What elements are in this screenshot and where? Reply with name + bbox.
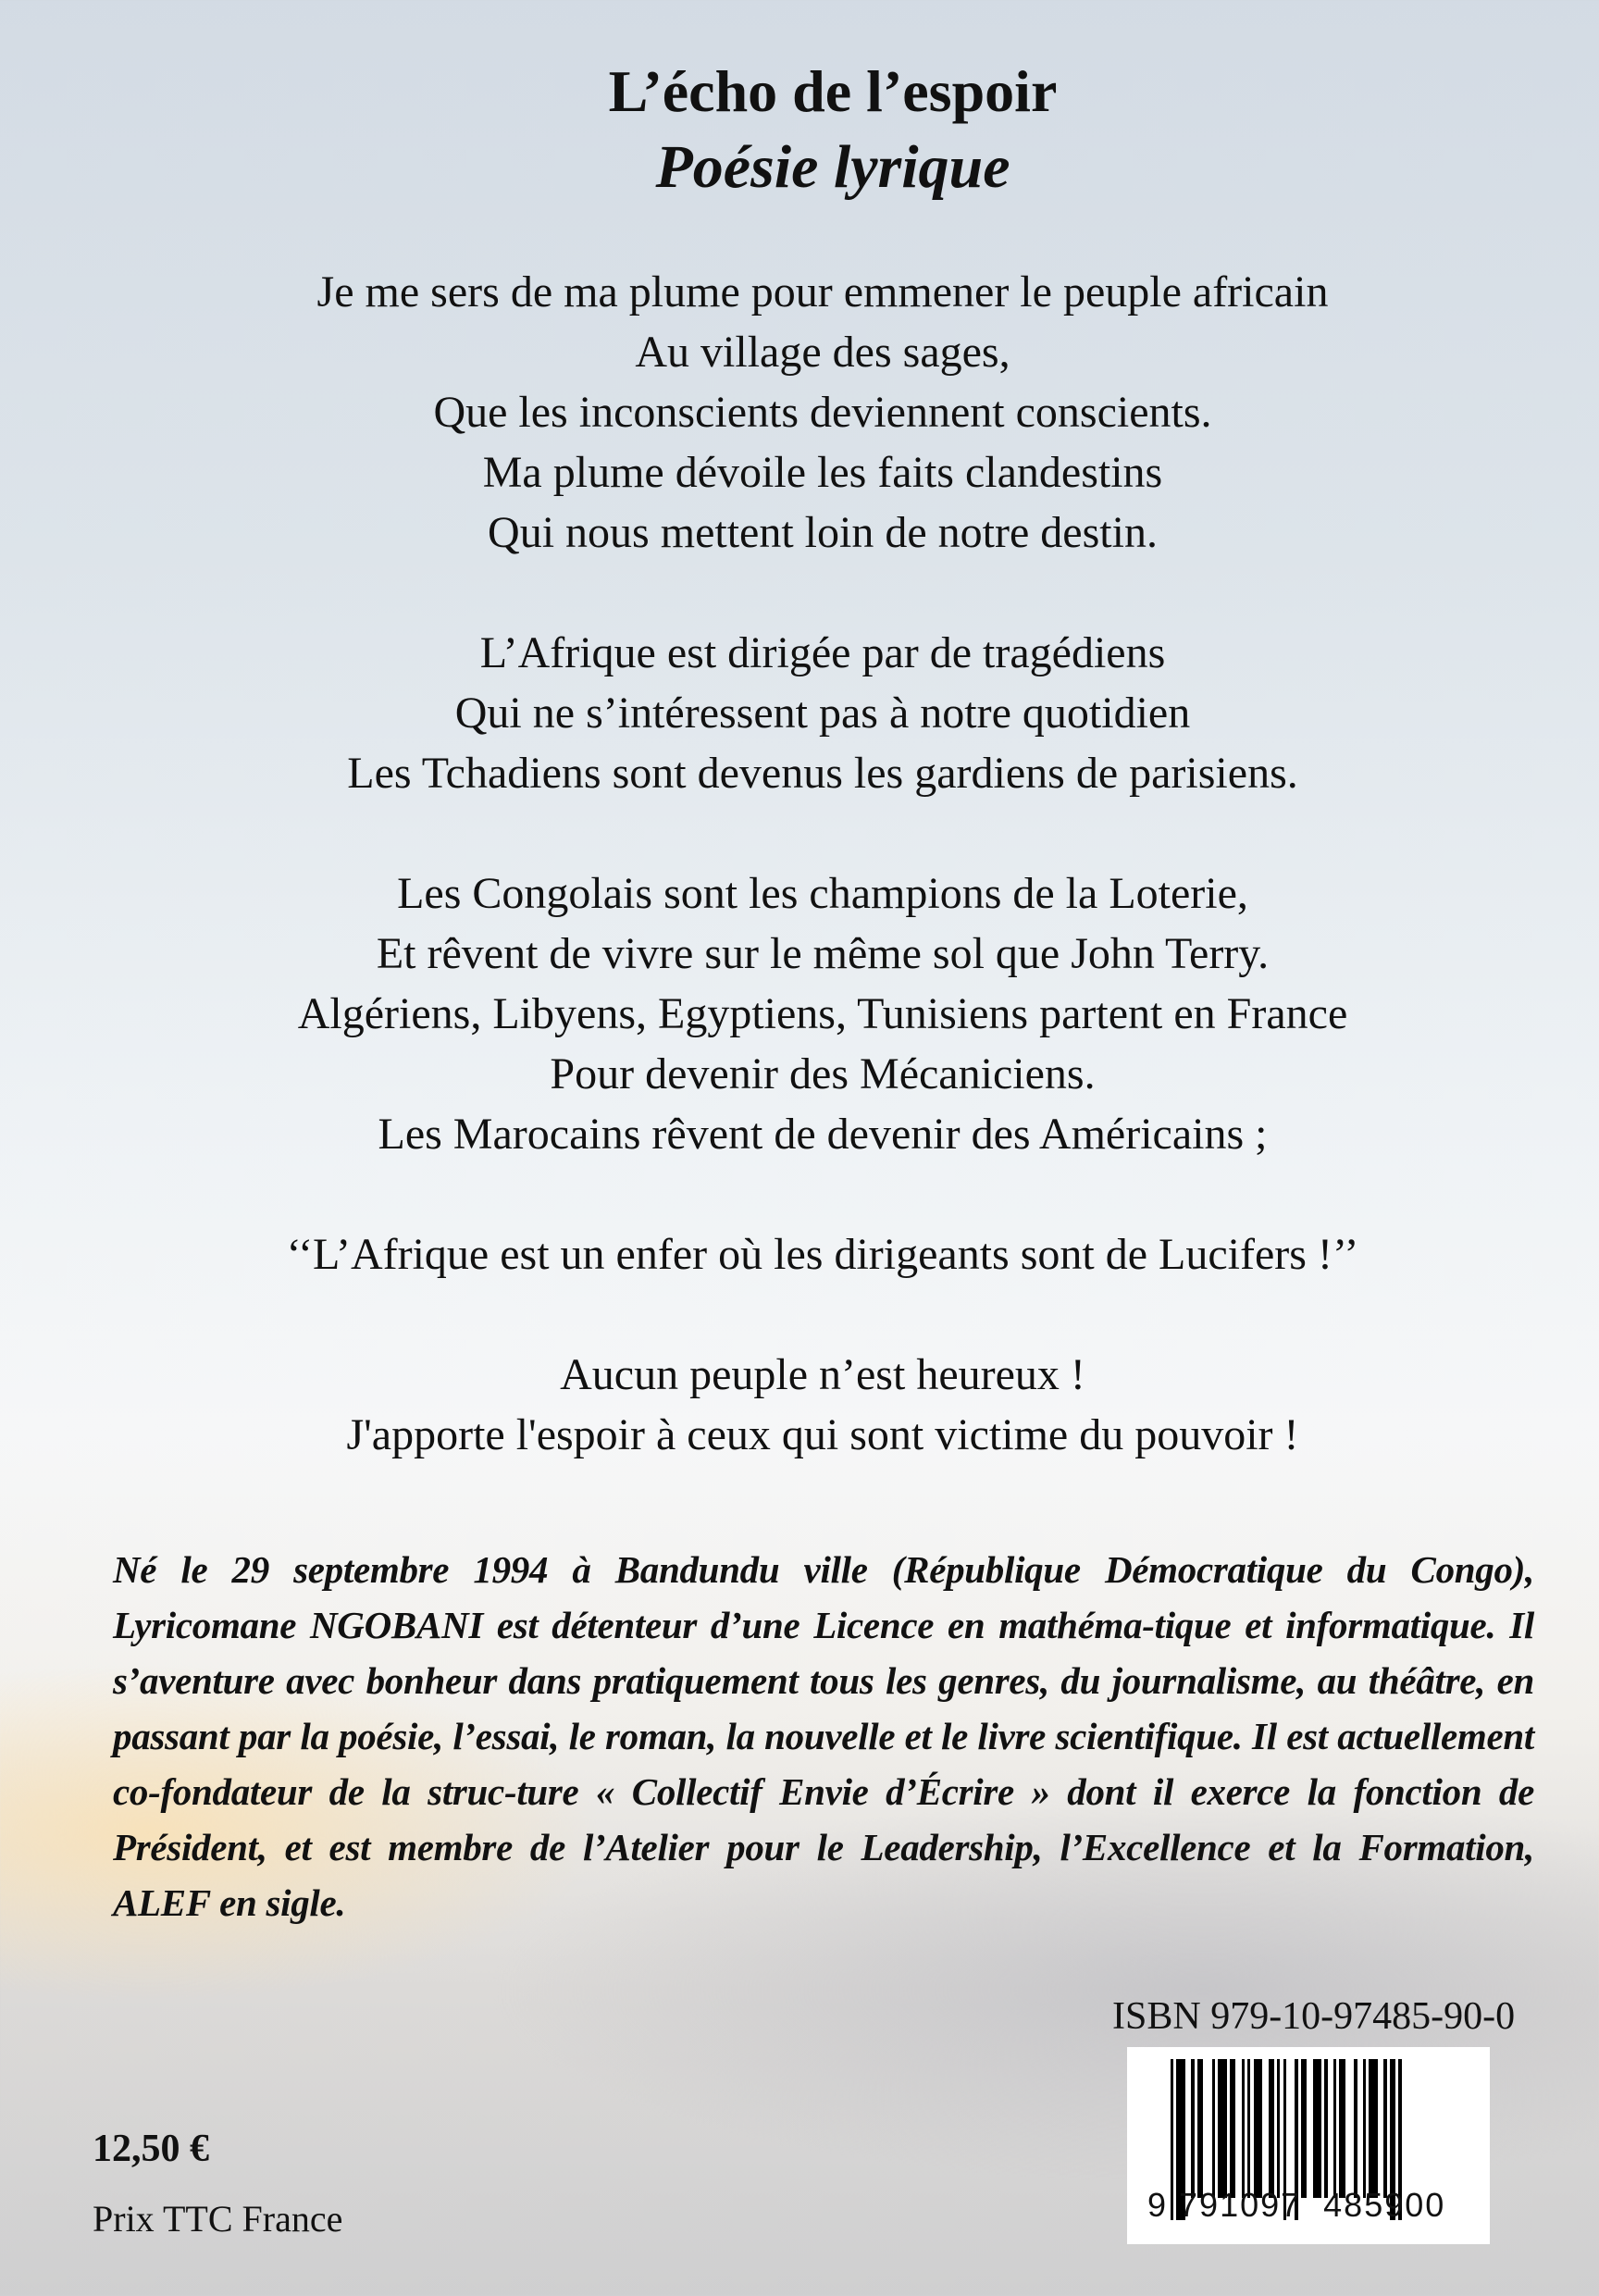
barcode-bar xyxy=(1218,2059,1227,2198)
poem-line: Aucun peuple n’est heureux ! xyxy=(560,1350,1085,1399)
barcode-bar xyxy=(1301,2059,1307,2198)
poem-stanza xyxy=(0,1345,1599,1465)
poem-line: Que les inconscients deviennent conscients. xyxy=(433,388,1212,437)
barcode-bar xyxy=(1354,2059,1357,2198)
barcode-bar xyxy=(1242,2059,1245,2198)
barcode-bar xyxy=(1212,2059,1215,2198)
price-note: Prix TTC France xyxy=(93,2198,343,2240)
poem-line: Ma plume dévoile les faits clandestins xyxy=(482,448,1163,497)
price: 12,50 € xyxy=(93,2128,209,2170)
poem-line: L’Afrique est dirigée par de tragédiens xyxy=(479,628,1166,677)
poem-stanza xyxy=(0,262,1599,563)
author-bio: Né le 29 septembre 1994 à Bandundu ville (République Démocratique du Congo), Lyricomane NGOBANI est détenteur d’une Licence en mathéma-tique et informatique. Il s’aventure avec bonheur dans pratiquement tous les genres, du journalisme, au théâtre, en passant par la poésie, l’essai, le roman, la nouvelle et le livre scientifique. Il est actuellement co-fondateur de la struc-ture « Collectif Envie d’Écrire » dont il exerce la fonction de Président, et est membre de l’Atelier pour le Leadership, l’Excellence et la Formation, ALEF en sigle. xyxy=(113,1548,1534,1924)
poem-line: J'apporte l'espoir à ceux qui sont victime du pouvoir ! xyxy=(346,1410,1299,1459)
barcode-bar xyxy=(1269,2059,1274,2198)
poem-line: Les Congolais sont les champions de la Loterie, xyxy=(397,869,1248,918)
poem-line: Algériens, Libyens, Egyptiens, Tunisiens partent en France xyxy=(297,989,1348,1038)
poem-line: ‘‘L’Afrique est un enfer où les dirigeants sont de Lucifers !’’ xyxy=(286,1230,1359,1279)
poem-stanza xyxy=(0,1224,1599,1285)
poem-line: Je me sers de ma plume pour emmener le peuple africain xyxy=(316,267,1329,316)
poem-line: Pour devenir des Mécaniciens. xyxy=(550,1049,1096,1098)
book-subtitle: Poésie lyrique xyxy=(655,133,1010,201)
poem-line: Qui nous mettent loin de notre destin. xyxy=(488,508,1158,557)
barcode-bar xyxy=(1254,2059,1263,2198)
poem-stanza xyxy=(0,623,1599,803)
poem-line: Et rêvent de vivre sur le même sol que John Terry. xyxy=(376,929,1270,978)
barcode-digits: 9 791097 485900 xyxy=(1147,2186,1446,2224)
barcode-bar xyxy=(1247,2059,1250,2198)
barcode-bar xyxy=(1339,2059,1345,2198)
poem-line: Au village des sages, xyxy=(635,328,1010,377)
poem-stanza xyxy=(0,863,1599,1164)
poem-line: Les Tchadiens sont devenus les gardiens de parisiens. xyxy=(347,749,1298,798)
isbn-label: ISBN 979-10-97485-90-0 xyxy=(1112,1995,1516,2038)
barcode-bar xyxy=(1197,2059,1203,2198)
poem-line: Qui ne s’intéressent pas à notre quotidien xyxy=(454,689,1191,738)
barcode-bar xyxy=(1324,2059,1327,2198)
barcode-bar xyxy=(1277,2059,1280,2198)
poem xyxy=(0,262,1599,1525)
barcode-bar xyxy=(1333,2059,1336,2198)
barcode-bar xyxy=(1313,2059,1322,2198)
barcode-bar xyxy=(1383,2059,1386,2198)
barcode-bar xyxy=(1369,2059,1378,2198)
barcode-bar xyxy=(1230,2059,1235,2198)
barcode-bar xyxy=(1363,2059,1366,2198)
barcode-bar xyxy=(1191,2059,1194,2198)
poem-line: Les Marocains rêvent de devenir des Américains ; xyxy=(378,1110,1268,1159)
book-title: L’écho de l’espoir xyxy=(608,58,1058,124)
barcode xyxy=(1127,2047,1490,2244)
